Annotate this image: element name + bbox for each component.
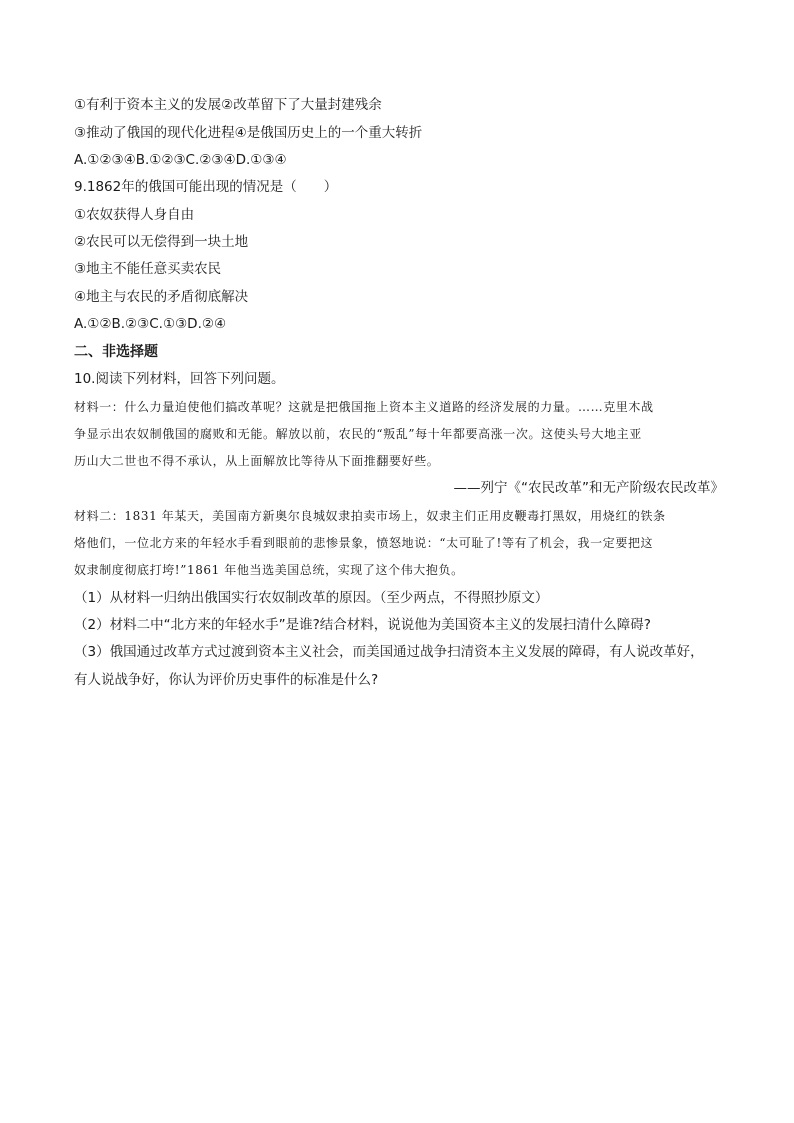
q9-item-4: ④地主与农民的矛盾彻底解决 <box>74 289 249 305</box>
q9-options: A.①②B.②③C.①③D.②④ <box>74 316 227 332</box>
q10-stem: 10.阅读下列材料，回答下列问题。 <box>74 371 285 387</box>
q9-item-2: ②农民可以无偿得到一块土地 <box>74 234 249 250</box>
material-1-line-3: 历山大二世也不得不承认，从上面解放比等待从下面推翻要好些。 <box>74 454 440 468</box>
q8-statement-line-1: ①有利于资本主义的发展②改革留下了大量封建残余 <box>74 97 382 113</box>
material-2-line-2: 烙他们，一位北方来的年轻水手看到眼前的悲惨景象，愤怒地说：“太可耻了!等有了机会，我一定要把这 <box>74 536 654 550</box>
q10-sub-question-3-line-2: 有人说战争好，你认为评价历史事件的标准是什么? <box>74 672 379 688</box>
q9-item-3: ③地主不能任意买卖农民 <box>74 261 222 277</box>
q10-sub-question-1: （1）从材料一归纳出俄国实行农奴制改革的原因。（至少两点，不得照抄原文） <box>74 590 549 606</box>
material-1-source: ——列宁《“农民改革”和无产阶级农民改革》 <box>453 480 724 496</box>
q9-stem: 9.1862年的俄国可能出现的情况是（ ） <box>74 179 338 195</box>
q9-item-1: ①农奴获得人身自由 <box>74 207 195 223</box>
q10-sub-question-2: （2）材料二中“北方来的年轻水手”是谁?结合材料，说说他为美国资本主义的发展扫清什么障碍? <box>74 617 651 633</box>
q8-statement-line-2: ③推动了俄国的现代化进程④是俄国历史上的一个重大转折 <box>74 125 423 141</box>
material-1-line-1: 材料一：什么力量迫使他们搞改革呢？这就是把俄国拖上资本主义道路的经济发展的力量。……克里木战 <box>74 400 654 414</box>
material-2-line-1: 材料二：1831 年某天，美国南方新奥尔良城奴隶拍卖市场上，奴隶主们正用皮鞭毒打黑奴，用烧红的铁条 <box>74 509 666 523</box>
q10-sub-question-3-line-1: （3）俄国通过改革方式过渡到资本主义社会，而美国通过战争扫清资本主义发展的障碍，有人说改革好， <box>74 644 704 660</box>
q8-options: A.①②③④B.①②③C.②③④D.①③④ <box>74 152 287 168</box>
section-heading-non-choice: 二、非选择题 <box>74 344 158 360</box>
material-2-line-3: 奴隶制度彻底打垮!”1861 年他当选美国总统，实现了这个伟大抱负。 <box>74 563 464 577</box>
material-1-line-2: 争显示出农奴制俄国的腐败和无能。解放以前，农民的“叛乱”每十年都要高涨一次。这使头号大地主亚 <box>74 427 642 441</box>
